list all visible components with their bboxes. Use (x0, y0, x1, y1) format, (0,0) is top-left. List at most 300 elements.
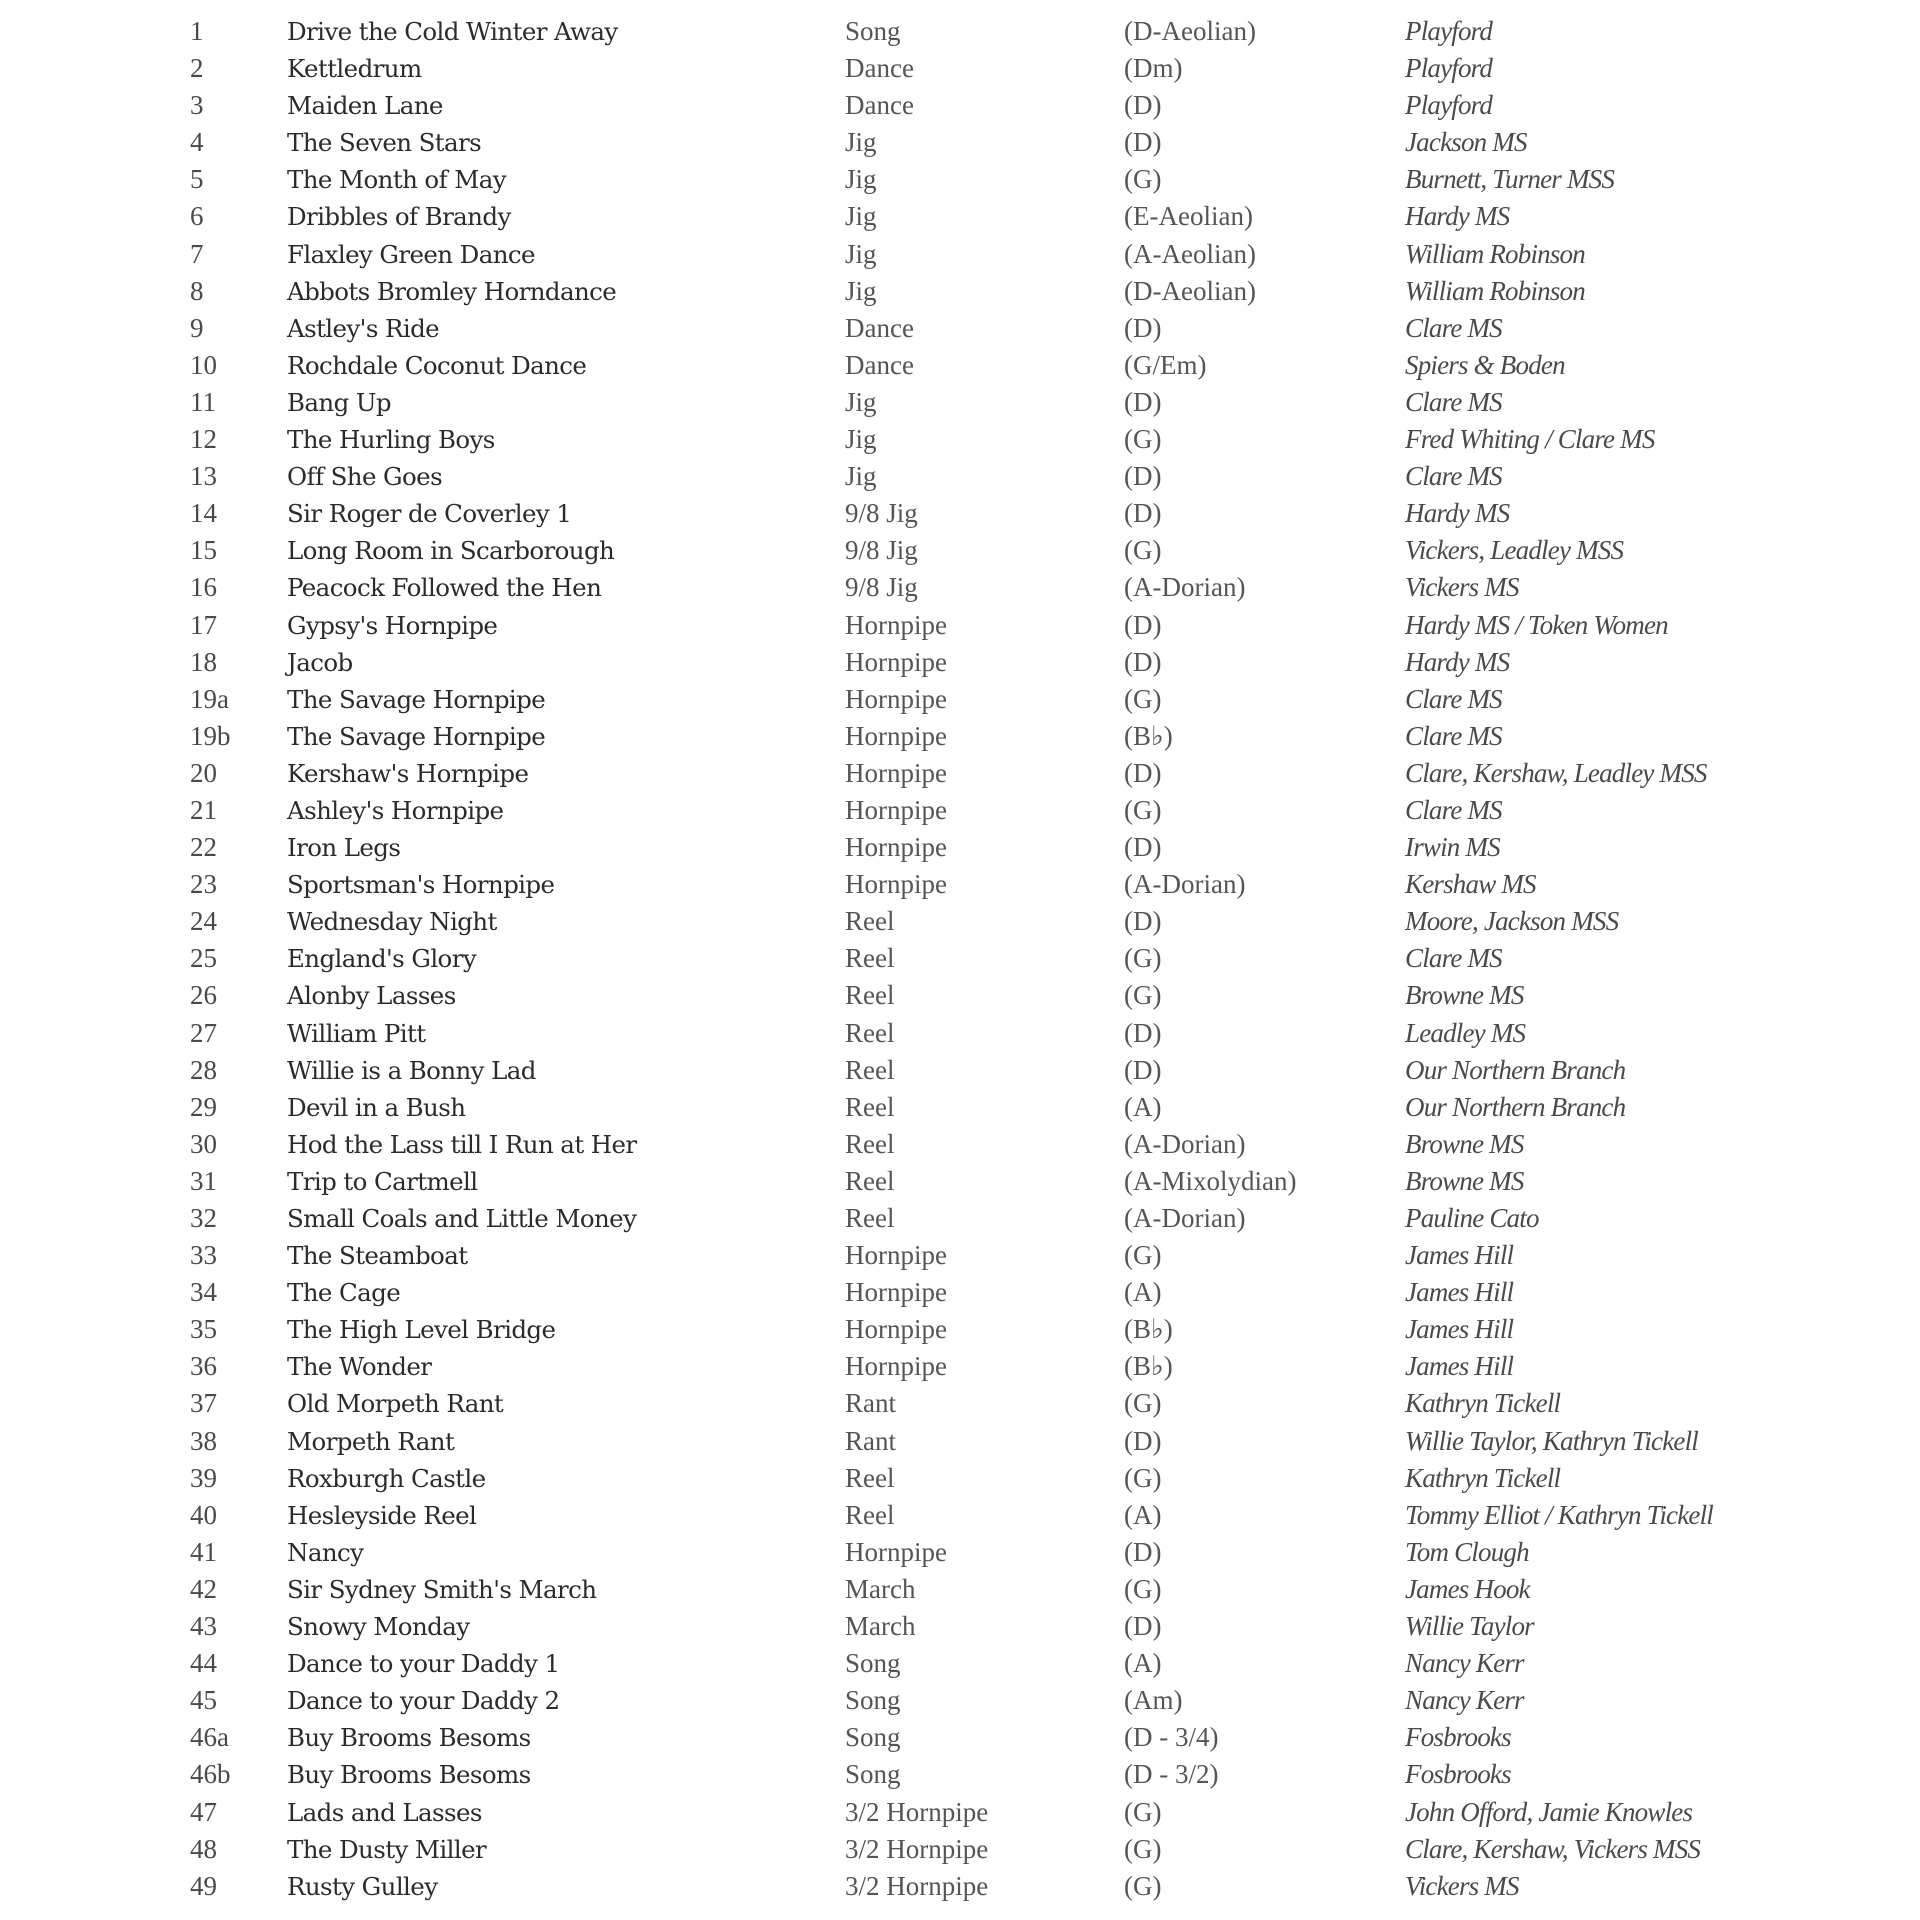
tune-row (0, 1274, 1920, 1311)
tune-type: Jig (845, 238, 877, 269)
tune-title: The Savage Hornpipe (287, 684, 546, 714)
tune-number: 7 (190, 238, 204, 269)
tune-title: William Pitt (287, 1018, 426, 1048)
tune-source: James Hill (1405, 1314, 1514, 1345)
tune-number: 19a (190, 683, 229, 714)
tune-key: (D-Aeolian) (1124, 275, 1256, 306)
tune-row (0, 644, 1920, 681)
tune-key: (G) (1124, 1833, 1162, 1864)
tune-source: Browne MS (1405, 1165, 1524, 1196)
tune-number: 34 (190, 1277, 217, 1308)
tune-row (0, 1052, 1920, 1089)
tune-number: 31 (190, 1165, 217, 1196)
tune-type: Hornpipe (845, 832, 947, 863)
tune-row (0, 1163, 1920, 1200)
tune-number: 28 (190, 1054, 217, 1085)
tune-row (0, 718, 1920, 755)
tune-row (0, 1348, 1920, 1385)
tune-key: (D) (1124, 906, 1162, 937)
tune-title: Alonby Lasses (287, 981, 456, 1011)
tune-title: Iron Legs (287, 833, 401, 863)
tune-key: (E-Aeolian) (1124, 201, 1253, 232)
tune-source: William Robinson (1405, 275, 1585, 306)
tune-type: 3/2 Hornpipe (845, 1833, 989, 1864)
tune-title: The Dusty Miller (287, 1834, 487, 1864)
tune-key: (D - 3/2) (1124, 1759, 1219, 1790)
tune-type: 9/8 Jig (845, 535, 918, 566)
tune-number: 39 (190, 1462, 217, 1493)
tune-type: Hornpipe (845, 757, 947, 788)
tune-type: Reel (845, 980, 895, 1011)
tune-index-list (0, 13, 1920, 1905)
tune-number: 47 (190, 1796, 217, 1827)
tune-number: 48 (190, 1833, 217, 1864)
tune-key: (A-Mixolydian) (1124, 1165, 1297, 1196)
tune-title: Willie is a Bonny Lad (287, 1055, 536, 1085)
tune-title: Sir Roger de Coverley 1 (287, 499, 572, 529)
tune-row (0, 384, 1920, 421)
tune-source: Leadley MS (1405, 1017, 1526, 1048)
tune-number: 49 (190, 1870, 217, 1901)
tune-title: The Savage Hornpipe (287, 721, 546, 751)
tune-number: 25 (190, 943, 217, 974)
tune-row (0, 681, 1920, 718)
tune-title: Dance to your Daddy 1 (287, 1649, 560, 1679)
tune-title: Nancy (287, 1537, 364, 1567)
tune-source: Willie Taylor (1405, 1611, 1534, 1642)
tune-row (0, 792, 1920, 829)
tune-number: 4 (190, 127, 204, 158)
tune-type: 3/2 Hornpipe (845, 1870, 989, 1901)
tune-type: Hornpipe (845, 1351, 947, 1382)
tune-row (0, 124, 1920, 161)
tune-row (0, 236, 1920, 273)
tune-row (0, 1756, 1920, 1793)
tune-row (0, 1682, 1920, 1719)
tune-row (0, 1126, 1920, 1163)
tune-number: 36 (190, 1351, 217, 1382)
tune-key: (G) (1124, 1870, 1162, 1901)
tune-title: Maiden Lane (287, 91, 443, 121)
tune-title: Drive the Cold Winter Away (287, 17, 618, 46)
tune-title: Roxburgh Castle (287, 1463, 486, 1493)
tune-source: Hardy MS (1405, 201, 1510, 232)
tune-title: Rusty Gulley (287, 1871, 438, 1901)
tune-source: Nancy Kerr (1405, 1685, 1524, 1716)
tune-type: Jig (845, 386, 877, 417)
tune-type: Jig (845, 164, 877, 195)
tune-row (0, 347, 1920, 384)
tune-type: Hornpipe (845, 1240, 947, 1271)
tune-source: Vickers, Leadley MSS (1405, 535, 1624, 566)
tune-title: Kershaw's Hornpipe (287, 758, 529, 788)
tune-title: Trip to Cartmell (287, 1166, 478, 1196)
tune-type: Dance (845, 312, 914, 343)
tune-number: 45 (190, 1685, 217, 1716)
tune-number: 20 (190, 757, 217, 788)
tune-title: Morpeth Rant (287, 1426, 455, 1456)
tune-title: Devil in a Bush (287, 1092, 466, 1122)
tune-number: 38 (190, 1425, 217, 1456)
tune-number: 23 (190, 869, 217, 900)
tune-type: Hornpipe (845, 646, 947, 677)
tune-number: 14 (190, 498, 217, 529)
tune-key: (D) (1124, 386, 1162, 417)
tune-key: (D) (1124, 1611, 1162, 1642)
tune-key: (G) (1124, 943, 1162, 974)
tune-type: Dance (845, 53, 914, 84)
tune-row (0, 1460, 1920, 1497)
tune-source: Clare MS (1405, 683, 1502, 714)
tune-key: (D-Aeolian) (1124, 16, 1256, 46)
tune-title: Lads and Lasses (287, 1797, 482, 1827)
tune-title: Bang Up (287, 387, 391, 417)
tune-row (0, 273, 1920, 310)
tune-title: Off She Goes (287, 462, 443, 492)
tune-title: The Cage (287, 1278, 401, 1308)
tune-key: (G/Em) (1124, 349, 1207, 380)
tune-key: (G) (1124, 1462, 1162, 1493)
tune-key: (D) (1124, 757, 1162, 788)
tune-row (0, 1868, 1920, 1905)
tune-type: Song (845, 1722, 901, 1753)
tune-row (0, 1385, 1920, 1422)
tune-key: (A-Dorian) (1124, 869, 1246, 900)
tune-key: (D) (1124, 461, 1162, 492)
tune-key: (A-Dorian) (1124, 1128, 1246, 1159)
tune-source: Spiers & Boden (1405, 349, 1565, 380)
tune-row (0, 1571, 1920, 1608)
tune-key: (B♭) (1124, 1314, 1173, 1345)
tune-type: Reel (845, 1165, 895, 1196)
tune-key: (A) (1124, 1648, 1162, 1679)
tune-row (0, 607, 1920, 644)
tune-source: James Hook (1405, 1573, 1530, 1604)
tune-type: Reel (845, 1203, 895, 1233)
tune-source: Kathryn Tickell (1405, 1388, 1561, 1419)
tune-source: Moore, Jackson MSS (1405, 906, 1619, 937)
tune-source: Our Northern Branch (1405, 1054, 1626, 1085)
tune-row (0, 1534, 1920, 1571)
tune-title: Buy Brooms Besoms (287, 1723, 531, 1753)
tune-number: 11 (190, 386, 216, 417)
tune-type: March (845, 1611, 916, 1642)
tune-source: Our Northern Branch (1405, 1091, 1626, 1122)
tune-number: 40 (190, 1499, 217, 1530)
tune-source: Vickers MS (1405, 1870, 1519, 1901)
tune-source: Hardy MS (1405, 646, 1510, 677)
tune-type: Rant (845, 1425, 896, 1456)
tune-key: (A-Aeolian) (1124, 238, 1256, 269)
tune-row (0, 13, 1920, 50)
tune-number: 44 (190, 1648, 217, 1679)
tune-type: Jig (845, 201, 877, 232)
tune-source: Burnett, Turner MSS (1405, 164, 1615, 195)
tune-source: William Robinson (1405, 238, 1585, 269)
tune-source: Tom Clough (1405, 1536, 1529, 1567)
tune-key: (D - 3/4) (1124, 1722, 1219, 1753)
tune-source: Clare, Kershaw, Leadley MSS (1405, 757, 1707, 788)
tune-key: (G) (1124, 1796, 1162, 1827)
tune-number: 5 (190, 164, 204, 195)
tune-number: 33 (190, 1240, 217, 1271)
tune-number: 8 (190, 275, 204, 306)
tune-number: 26 (190, 980, 217, 1011)
tune-key: (D) (1124, 498, 1162, 529)
tune-number: 2 (190, 53, 204, 84)
tune-key: (G) (1124, 980, 1162, 1011)
tune-key: (G) (1124, 164, 1162, 195)
tune-key: (D) (1124, 90, 1162, 121)
tune-key: (B♭) (1124, 1351, 1173, 1382)
tune-title: Long Room in Scarborough (287, 536, 615, 566)
tune-number: 17 (190, 609, 217, 640)
tune-title: Abbots Bromley Horndance (287, 276, 617, 306)
tune-key: (G) (1124, 794, 1162, 825)
tune-source: James Hill (1405, 1277, 1514, 1308)
tune-source: John Offord, Jamie Knowles (1405, 1796, 1693, 1827)
tune-row (0, 1831, 1920, 1868)
tune-key: (D) (1124, 1054, 1162, 1085)
tune-title: Astley's Ride (287, 313, 440, 343)
tune-title: Buy Brooms Besoms (287, 1760, 531, 1790)
tune-number: 24 (190, 906, 217, 937)
tune-key: (G) (1124, 1388, 1162, 1419)
tune-source: Playford (1405, 53, 1493, 84)
tune-type: Hornpipe (845, 869, 947, 900)
tune-title: Peacock Followed the Hen (287, 573, 602, 603)
tune-title: The Seven Stars (287, 128, 482, 158)
tune-key: (D) (1124, 832, 1162, 863)
tune-row (0, 458, 1920, 495)
tune-number: 46a (190, 1722, 229, 1753)
tune-number: 46b (190, 1759, 231, 1790)
tune-source: Kathryn Tickell (1405, 1462, 1561, 1493)
tune-source: Clare MS (1405, 386, 1502, 417)
tune-type: Reel (845, 943, 895, 974)
tune-row (0, 1015, 1920, 1052)
tune-title: The High Level Bridge (287, 1315, 556, 1345)
tune-title: Ashley's Hornpipe (287, 795, 504, 825)
tune-type: Jig (845, 275, 877, 306)
tune-type: Jig (845, 424, 877, 455)
tune-source: James Hill (1405, 1240, 1514, 1271)
tune-type: Song (845, 1685, 901, 1716)
tune-title: Small Coals and Little Money (287, 1204, 637, 1233)
tune-source: Willie Taylor, Kathryn Tickell (1405, 1425, 1699, 1456)
tune-row (0, 1645, 1920, 1682)
tune-key: (G) (1124, 683, 1162, 714)
tune-row (0, 1200, 1920, 1237)
tune-title: Jacob (287, 647, 353, 677)
tune-key: (D) (1124, 1425, 1162, 1456)
tune-key: (G) (1124, 424, 1162, 455)
tune-number: 9 (190, 312, 204, 343)
tune-number: 21 (190, 794, 217, 825)
tune-row (0, 50, 1920, 87)
tune-title: Old Morpeth Rant (287, 1389, 504, 1419)
tune-number: 35 (190, 1314, 217, 1345)
tune-row (0, 569, 1920, 606)
tune-key: (B♭) (1124, 720, 1173, 751)
tune-number: 3 (190, 90, 204, 121)
tune-source: James Hill (1405, 1351, 1514, 1382)
tune-number: 32 (190, 1203, 217, 1233)
tune-source: Hardy MS / Token Women (1405, 609, 1668, 640)
tune-type: Reel (845, 1128, 895, 1159)
tune-number: 18 (190, 646, 217, 677)
tune-source: Playford (1405, 90, 1493, 121)
tune-title: Sportsman's Hornpipe (287, 870, 555, 900)
tune-key: (D) (1124, 646, 1162, 677)
tune-row (0, 421, 1920, 458)
tune-key: (G) (1124, 535, 1162, 566)
tune-source: Fred Whiting / Clare MS (1405, 424, 1655, 455)
tune-type: Hornpipe (845, 1314, 947, 1345)
tune-row (0, 940, 1920, 977)
tune-row (0, 1423, 1920, 1460)
tune-source: Jackson MS (1405, 127, 1527, 158)
tune-source: Kershaw MS (1405, 869, 1536, 900)
tune-source: Vickers MS (1405, 572, 1519, 603)
tune-type: Song (845, 1648, 901, 1679)
tune-title: The Steamboat (287, 1241, 468, 1271)
tune-source: Clare MS (1405, 943, 1502, 974)
tune-type: Hornpipe (845, 720, 947, 751)
tune-key: (D) (1124, 312, 1162, 343)
tune-type: Rant (845, 1388, 896, 1419)
tune-title: The Hurling Boys (287, 425, 495, 455)
tune-row (0, 1719, 1920, 1756)
tune-title: Hod the Lass till I Run at Her (287, 1129, 637, 1159)
tune-type: March (845, 1573, 916, 1604)
tune-type: Hornpipe (845, 1536, 947, 1567)
tune-source: Fosbrooks (1405, 1759, 1511, 1790)
tune-source: Clare MS (1405, 461, 1502, 492)
tune-source: Browne MS (1405, 980, 1524, 1011)
tune-key: (A-Dorian) (1124, 572, 1246, 603)
tune-key: (A) (1124, 1499, 1162, 1530)
tune-key: (D) (1124, 609, 1162, 640)
tune-number: 19b (190, 720, 231, 751)
tune-title: Rochdale Coconut Dance (287, 350, 587, 380)
tune-source: Clare MS (1405, 312, 1502, 343)
tune-number: 27 (190, 1017, 217, 1048)
tune-source: Playford (1405, 16, 1493, 46)
tune-key: (D) (1124, 1536, 1162, 1567)
tune-type: Reel (845, 1499, 895, 1530)
tune-number: 43 (190, 1611, 217, 1642)
tune-type: Reel (845, 1462, 895, 1493)
tune-number: 6 (190, 201, 204, 232)
tune-number: 16 (190, 572, 217, 603)
tune-type: Song (845, 1759, 901, 1790)
tune-number: 13 (190, 461, 217, 492)
tune-row (0, 310, 1920, 347)
tune-number: 30 (190, 1128, 217, 1159)
tune-title: Wednesday Night (287, 907, 497, 937)
tune-title: Dribbles of Brandy (287, 202, 511, 232)
tune-key: (Dm) (1124, 53, 1183, 84)
tune-type: Jig (845, 127, 877, 158)
tune-title: Hesleyside Reel (287, 1500, 477, 1530)
tune-row (0, 1089, 1920, 1126)
tune-title: Kettledrum (287, 54, 422, 84)
tune-row (0, 1794, 1920, 1831)
tune-key: (A) (1124, 1091, 1162, 1122)
tune-number: 37 (190, 1388, 217, 1419)
tune-number: 1 (190, 16, 204, 46)
tune-title: The Wonder (287, 1352, 432, 1382)
tune-row (0, 866, 1920, 903)
tune-title: Flaxley Green Dance (287, 239, 535, 269)
tune-key: (D) (1124, 127, 1162, 158)
tune-row (0, 198, 1920, 235)
tune-type: Song (845, 16, 901, 46)
tune-row (0, 495, 1920, 532)
tune-source: Tommy Elliot / Kathryn Tickell (1405, 1499, 1714, 1530)
tune-row (0, 977, 1920, 1014)
tune-row (0, 1497, 1920, 1534)
tune-type: Reel (845, 1091, 895, 1122)
tune-number: 22 (190, 832, 217, 863)
tune-row (0, 903, 1920, 940)
tune-type: Reel (845, 1054, 895, 1085)
tune-source: Pauline Cato (1405, 1203, 1539, 1233)
tune-type: Dance (845, 90, 914, 121)
tune-number: 10 (190, 349, 217, 380)
tune-title: Sir Sydney Smith's March (287, 1574, 597, 1604)
tune-title: Dance to your Daddy 2 (287, 1686, 560, 1716)
tune-number: 29 (190, 1091, 217, 1122)
tune-type: 3/2 Hornpipe (845, 1796, 989, 1827)
tune-key: (Am) (1124, 1685, 1183, 1716)
tune-row (0, 755, 1920, 792)
tune-source: Clare, Kershaw, Vickers MSS (1405, 1833, 1701, 1864)
tune-row (0, 829, 1920, 866)
tune-title: Gypsy's Hornpipe (287, 610, 498, 640)
tune-title: The Month of May (287, 165, 506, 195)
tune-row (0, 87, 1920, 124)
tune-type: Reel (845, 906, 895, 937)
tune-type: Reel (845, 1017, 895, 1048)
tune-row (0, 161, 1920, 198)
tune-number: 41 (190, 1536, 217, 1567)
tune-key: (G) (1124, 1240, 1162, 1271)
tune-key: (D) (1124, 1017, 1162, 1048)
tune-source: Nancy Kerr (1405, 1648, 1524, 1679)
tune-key: (A-Dorian) (1124, 1203, 1246, 1233)
tune-row (0, 1311, 1920, 1348)
tune-source: Hardy MS (1405, 498, 1510, 529)
tune-type: Hornpipe (845, 683, 947, 714)
tune-type: Hornpipe (845, 609, 947, 640)
tune-number: 42 (190, 1573, 217, 1604)
tune-key: (G) (1124, 1573, 1162, 1604)
tune-row (0, 1237, 1920, 1274)
tune-key: (A) (1124, 1277, 1162, 1308)
tune-type: Hornpipe (845, 794, 947, 825)
tune-number: 15 (190, 535, 217, 566)
tune-source: Clare MS (1405, 720, 1502, 751)
tune-row (0, 1608, 1920, 1645)
tune-type: 9/8 Jig (845, 498, 918, 529)
tune-row (0, 532, 1920, 569)
tune-type: 9/8 Jig (845, 572, 918, 603)
tune-number: 12 (190, 424, 217, 455)
tune-source: Clare MS (1405, 794, 1502, 825)
tune-type: Jig (845, 461, 877, 492)
